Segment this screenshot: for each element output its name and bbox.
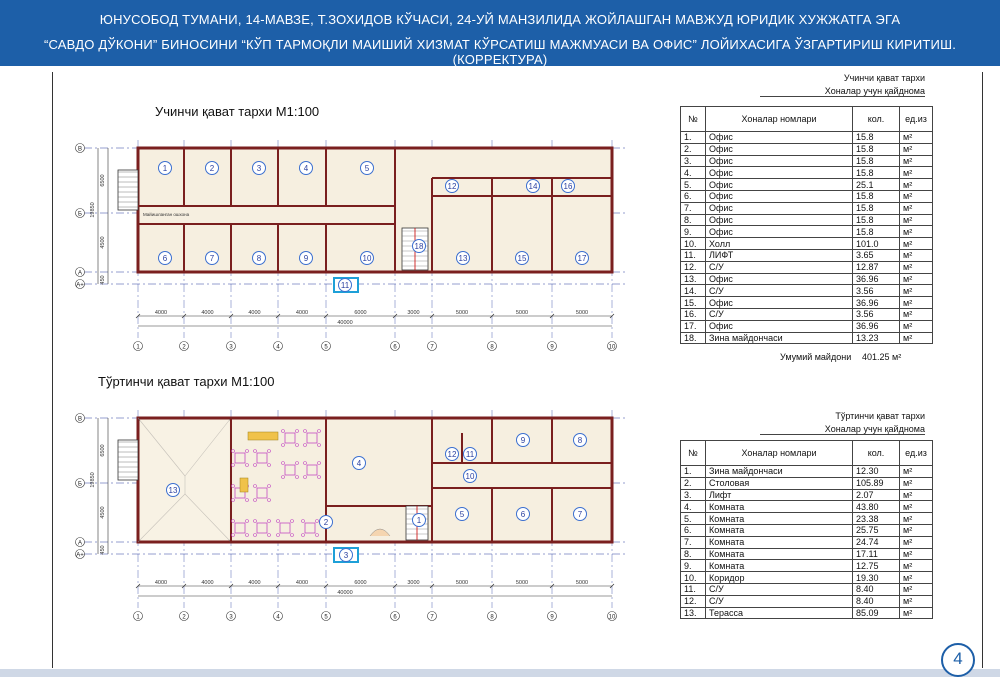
dimension-text: 4000 xyxy=(248,310,261,316)
table-cell: 8.40 xyxy=(853,595,900,607)
table-cell: м² xyxy=(900,132,933,144)
dimension-text: 4000 xyxy=(154,310,168,316)
axis-number: 9 xyxy=(550,344,554,351)
table-cell: 105.89 xyxy=(853,477,900,489)
table-cell: 23.38 xyxy=(853,513,900,525)
table-cell: 12. xyxy=(681,595,706,607)
axis-number: 1 xyxy=(136,344,140,351)
table-cell: 19.30 xyxy=(853,572,900,584)
dimension-text: 3000 xyxy=(407,310,420,316)
table-cell: м² xyxy=(900,560,933,572)
table-cell: м² xyxy=(900,548,933,560)
room-number: 17 xyxy=(577,254,587,264)
dimension-text: 4000 xyxy=(201,580,214,586)
axis-number: 8 xyxy=(490,344,494,351)
table-cell: м² xyxy=(900,214,933,226)
room-number: 6 xyxy=(162,254,168,264)
table-cell: 2.07 xyxy=(853,489,900,501)
table-cell: Офис xyxy=(706,155,853,167)
table-cell: С/У xyxy=(706,583,853,595)
axis-number: 2 xyxy=(182,344,186,351)
room-number: 2 xyxy=(323,518,329,528)
axis-number: 7 xyxy=(430,614,434,621)
table-cell: м² xyxy=(900,167,933,179)
table-row xyxy=(681,489,933,501)
room-number: 5 xyxy=(364,164,370,174)
axis-number: 2 xyxy=(182,614,186,621)
table-cell: м² xyxy=(900,202,933,214)
table-cell: 3. xyxy=(681,155,706,167)
table4-room-schedule xyxy=(680,440,933,619)
table-row xyxy=(681,595,933,607)
table-cell: 24.74 xyxy=(853,536,900,548)
table-row xyxy=(681,513,933,525)
table-row xyxy=(681,572,933,584)
dimension-text: 4000 xyxy=(295,580,309,586)
table4-header-0: № xyxy=(681,441,706,466)
table-cell: 18. xyxy=(681,332,706,344)
dimension-text: 4500 xyxy=(100,506,106,519)
table-cell: 7. xyxy=(681,202,706,214)
room-number: 14 xyxy=(528,182,538,192)
table-row xyxy=(681,143,933,155)
table4-header-1: Хоналар номлари xyxy=(706,441,853,466)
title-line-2: “САВДО ДЎКОНИ” БИНОСИНИ “КЎП ТАРМОҚЛИ МАИШИЙ ХИЗМАТ КЎРСАТИШ МАЖМУАСИ ВА ОФИС” ЛОЙИХАСИГА ЎЗГАРТИРИШ КИРИТИШ. (КОРРЕКТУРА) xyxy=(43,37,957,67)
table-cell: 12. xyxy=(681,261,706,273)
table-cell: 15.8 xyxy=(853,214,900,226)
table-cell: м² xyxy=(900,155,933,167)
table-cell: 3.56 xyxy=(853,308,900,320)
axis-letter: Б xyxy=(78,211,82,218)
table-row xyxy=(681,524,933,536)
table-cell: м² xyxy=(900,332,933,344)
room-number: 13 xyxy=(168,486,178,496)
table-cell: Терасса xyxy=(706,607,853,619)
table-cell: Комната xyxy=(706,524,853,536)
dimension-text: 5000 xyxy=(575,310,589,316)
table-cell: 36.96 xyxy=(853,297,900,309)
stair-outside xyxy=(118,440,138,480)
dimension-text: 4000 xyxy=(154,580,168,586)
table-row xyxy=(681,607,933,619)
stair-outside xyxy=(118,170,138,210)
table-row xyxy=(681,179,933,191)
room-number: 4 xyxy=(303,164,309,174)
table-row xyxy=(681,273,933,285)
axis-letter: А+ xyxy=(76,282,84,289)
dimension-text: 4000 xyxy=(201,310,214,316)
table-cell: 11. xyxy=(681,249,706,261)
table-cell: 3. xyxy=(681,489,706,501)
room-number: 2 xyxy=(209,164,215,174)
table-cell: м² xyxy=(900,238,933,250)
room-number: 8 xyxy=(256,254,262,264)
table-cell: 8. xyxy=(681,214,706,226)
table-cell: Офис xyxy=(706,143,853,155)
room-number: 16 xyxy=(563,182,573,192)
table4-header-2: кол. xyxy=(853,441,900,466)
dimension-text: 6500 xyxy=(100,444,106,457)
table3-caption: Учинчи қават тархи xyxy=(843,73,925,83)
table-cell: Офис xyxy=(706,273,853,285)
room-number: 7 xyxy=(209,254,215,264)
table-cell: 3.56 xyxy=(853,285,900,297)
table-cell: Зина майдончаси xyxy=(706,332,853,344)
table-cell: 101.0 xyxy=(853,238,900,250)
plan4-title: Тўртинчи қават тархи М1:100 xyxy=(98,374,275,389)
room-number: 1 xyxy=(162,164,168,174)
table-cell: 9. xyxy=(681,560,706,572)
axis-number: 4 xyxy=(276,614,280,621)
table-cell: 15.8 xyxy=(853,202,900,214)
dimension-text: 3000 xyxy=(407,580,420,586)
table-row xyxy=(681,155,933,167)
table-cell: 3.65 xyxy=(853,249,900,261)
room-number: 3 xyxy=(343,551,349,561)
table-cell: м² xyxy=(900,607,933,619)
table3-total-value: 401.25 м² xyxy=(862,352,902,362)
table-cell: Столовая xyxy=(706,477,853,489)
table-cell: м² xyxy=(900,261,933,273)
table-cell: 15.8 xyxy=(853,143,900,155)
room-number: 3 xyxy=(256,164,262,174)
table-cell: м² xyxy=(900,226,933,238)
table-cell: Офис xyxy=(706,202,853,214)
axis-letter: Б xyxy=(78,481,82,488)
table-cell: 13.23 xyxy=(853,332,900,344)
table-cell: С/У xyxy=(706,595,853,607)
table-cell: 15.8 xyxy=(853,190,900,202)
table-cell: 15.8 xyxy=(853,226,900,238)
table-cell: 1. xyxy=(681,132,706,144)
table-row xyxy=(681,167,933,179)
table-cell: Офис xyxy=(706,226,853,238)
axis-number: 10 xyxy=(608,344,616,351)
axis-number: 10 xyxy=(608,614,616,621)
axis-number: 6 xyxy=(393,344,397,351)
dimension-text: 4500 xyxy=(100,236,106,249)
table-cell: Комната xyxy=(706,536,853,548)
table-row xyxy=(681,548,933,560)
table-cell: С/У xyxy=(706,261,853,273)
table-cell: 8.40 xyxy=(853,583,900,595)
dimension-text: 5000 xyxy=(455,310,469,316)
dimension-text: 19850 xyxy=(90,472,96,488)
table-cell: Офис xyxy=(706,179,853,191)
table-cell: Комната xyxy=(706,560,853,572)
room-number: 11 xyxy=(340,281,350,291)
dimension-text: 5000 xyxy=(575,580,589,586)
room-number: 11 xyxy=(465,450,475,460)
table-cell: 6. xyxy=(681,524,706,536)
dimension-text: 5000 xyxy=(515,310,529,316)
table-row xyxy=(681,332,933,344)
table-row xyxy=(681,501,933,513)
axis-letter: В xyxy=(77,146,83,153)
dimension-text: 5000 xyxy=(455,580,469,586)
table-cell: м² xyxy=(900,572,933,584)
room-number: 12 xyxy=(447,182,457,192)
serving-counter xyxy=(248,432,278,440)
table-cell: м² xyxy=(900,595,933,607)
table-row xyxy=(681,238,933,250)
table-cell: м² xyxy=(900,143,933,155)
room-number: 18 xyxy=(414,242,424,252)
axis-number: 5 xyxy=(324,614,328,621)
room-number: 13 xyxy=(458,254,468,264)
table3-header-2: кол. xyxy=(853,107,900,132)
table-cell: 85.09 xyxy=(853,607,900,619)
table-cell: 36.96 xyxy=(853,273,900,285)
axis-letter: А+ xyxy=(76,552,84,559)
table-cell: м² xyxy=(900,179,933,191)
table-cell: м² xyxy=(900,190,933,202)
table4-caption: Тўртинчи қават тархи xyxy=(835,411,925,421)
dimension-text: 5000 xyxy=(515,580,529,586)
room-number: 6 xyxy=(520,510,526,520)
table-cell: м² xyxy=(900,249,933,261)
table-cell: Офис xyxy=(706,320,853,332)
axis-number: 6 xyxy=(393,614,397,621)
table-row xyxy=(681,560,933,572)
table-cell: 1. xyxy=(681,466,706,478)
table-cell: м² xyxy=(900,583,933,595)
dimension-text: 40000 xyxy=(337,320,353,326)
axis-number: 1 xyxy=(136,614,140,621)
table-cell: С/У xyxy=(706,308,853,320)
table-cell: Комната xyxy=(706,548,853,560)
table-row xyxy=(681,261,933,273)
table3-header-1: Хоналар номлари xyxy=(706,107,853,132)
dimension-text: 4000 xyxy=(248,580,261,586)
table-cell: 25.75 xyxy=(853,524,900,536)
room-number: 15 xyxy=(517,254,527,264)
table-cell: 12.87 xyxy=(853,261,900,273)
table-cell: м² xyxy=(900,308,933,320)
table-cell: Зина майдончаси xyxy=(706,466,853,478)
room-number: 1 xyxy=(416,516,422,526)
table-cell: 17.11 xyxy=(853,548,900,560)
table-cell: м² xyxy=(900,320,933,332)
table-cell: м² xyxy=(900,501,933,513)
axis-number: 4 xyxy=(276,344,280,351)
table-cell: Холл xyxy=(706,238,853,250)
table-cell: 11. xyxy=(681,583,706,595)
table-cell: Офис xyxy=(706,132,853,144)
table-cell: 4. xyxy=(681,167,706,179)
table-cell: 15.8 xyxy=(853,167,900,179)
room-number: 9 xyxy=(303,254,309,264)
table-cell: 8. xyxy=(681,548,706,560)
table-cell: Офис xyxy=(706,167,853,179)
plan3-title: Учинчи қават тархи М1:100 xyxy=(155,104,320,119)
room-number: 10 xyxy=(465,472,475,482)
table-cell: м² xyxy=(900,273,933,285)
table-cell: м² xyxy=(900,297,933,309)
terrace-floor xyxy=(140,420,229,540)
dimension-text: 40000 xyxy=(337,590,353,596)
room-number: 12 xyxy=(447,450,457,460)
table-row xyxy=(681,583,933,595)
table-cell: 5. xyxy=(681,179,706,191)
table-row xyxy=(681,297,933,309)
room-number: 7 xyxy=(577,510,583,520)
table-row xyxy=(681,190,933,202)
table-cell: 5. xyxy=(681,513,706,525)
dimension-text: 6000 xyxy=(354,580,367,586)
dimension-text: 450 xyxy=(100,275,106,285)
table-row xyxy=(681,249,933,261)
axis-number: 5 xyxy=(324,344,328,351)
table-cell: Лифт xyxy=(706,489,853,501)
table-cell: м² xyxy=(900,513,933,525)
table-cell: м² xyxy=(900,524,933,536)
table-cell: 25.1 xyxy=(853,179,900,191)
table-cell: 12.30 xyxy=(853,466,900,478)
table-row xyxy=(681,202,933,214)
table-row xyxy=(681,477,933,489)
table-cell: Офис xyxy=(706,214,853,226)
dimension-text: 6000 xyxy=(354,310,367,316)
axis-number: 3 xyxy=(229,614,233,621)
table-cell: 14. xyxy=(681,285,706,297)
table-row xyxy=(681,214,933,226)
table-row xyxy=(681,226,933,238)
table-cell: м² xyxy=(900,489,933,501)
table-cell: 15.8 xyxy=(853,132,900,144)
table-cell: С/У xyxy=(706,285,853,297)
table3-header-3: ед.из xyxy=(900,107,933,132)
table-cell: 12.75 xyxy=(853,560,900,572)
room-number: 8 xyxy=(577,436,583,446)
table3-total-label: Умумий майдони xyxy=(780,352,852,362)
table-cell: м² xyxy=(900,285,933,297)
table-row xyxy=(681,308,933,320)
axis-letter: В xyxy=(77,416,83,423)
axis-number: 9 xyxy=(550,614,554,621)
axis-number: 7 xyxy=(430,344,434,351)
axis-letter: А xyxy=(77,540,83,547)
table-cell: Комната xyxy=(706,513,853,525)
table-cell: 10. xyxy=(681,572,706,584)
table-cell: 10. xyxy=(681,238,706,250)
dimension-text: 4000 xyxy=(295,310,309,316)
dimension-text: 19850 xyxy=(90,202,96,218)
dimension-text: 6500 xyxy=(100,174,106,187)
title-line-1: ЮНУСОБОД ТУМАНИ, 14-МАВЗЕ, Т.ЗОХИДОВ КЎЧАСИ, 24-УЙ МАНЗИЛИДА ЖОЙЛАШГАН МАВЖУД ЮРИДИК ХУЖЖАТГА ЭГА xyxy=(99,12,901,27)
table-cell: 43.80 xyxy=(853,501,900,513)
room-number: 10 xyxy=(362,254,372,264)
table-cell: Коридор xyxy=(706,572,853,584)
room-number: 5 xyxy=(459,510,465,520)
axis-number: 3 xyxy=(229,344,233,351)
table-cell: 15.8 xyxy=(853,155,900,167)
table-cell: 13. xyxy=(681,607,706,619)
table-cell: 6. xyxy=(681,190,706,202)
table-row xyxy=(681,466,933,478)
table-cell: м² xyxy=(900,466,933,478)
table-cell: ЛИФТ xyxy=(706,249,853,261)
table-cell: 7. xyxy=(681,536,706,548)
table-cell: м² xyxy=(900,536,933,548)
table-row xyxy=(681,320,933,332)
table-cell: Комната xyxy=(706,501,853,513)
table3-room-schedule xyxy=(680,106,933,344)
table-cell: 2. xyxy=(681,143,706,155)
plan-note: Майишланган ошхона xyxy=(143,212,190,217)
table4-header-3: ед.из xyxy=(900,441,933,466)
room-number: 9 xyxy=(520,436,526,446)
table-cell: 2. xyxy=(681,477,706,489)
table-cell: 17. xyxy=(681,320,706,332)
table3-header-0: № xyxy=(681,107,706,132)
page-number-badge: 4 xyxy=(941,643,975,677)
table-cell: 4. xyxy=(681,501,706,513)
table-cell: 13. xyxy=(681,273,706,285)
counter xyxy=(240,478,248,492)
table-row xyxy=(681,536,933,548)
table-cell: 36.96 xyxy=(853,320,900,332)
table3-subcaption: Хоналар учун қайднома xyxy=(760,86,925,97)
table-cell: 16. xyxy=(681,308,706,320)
axis-letter: А xyxy=(77,270,83,277)
table4-subcaption: Хоналар учун қайднома xyxy=(760,424,925,435)
axis-number: 8 xyxy=(490,614,494,621)
dimension-text: 450 xyxy=(100,545,106,555)
table-cell: м² xyxy=(900,477,933,489)
table-cell: 15. xyxy=(681,297,706,309)
table-cell: 9. xyxy=(681,226,706,238)
room-number: 4 xyxy=(356,459,362,469)
table-cell: Офис xyxy=(706,297,853,309)
table-row xyxy=(681,132,933,144)
table-row xyxy=(681,285,933,297)
table-cell: Офис xyxy=(706,190,853,202)
